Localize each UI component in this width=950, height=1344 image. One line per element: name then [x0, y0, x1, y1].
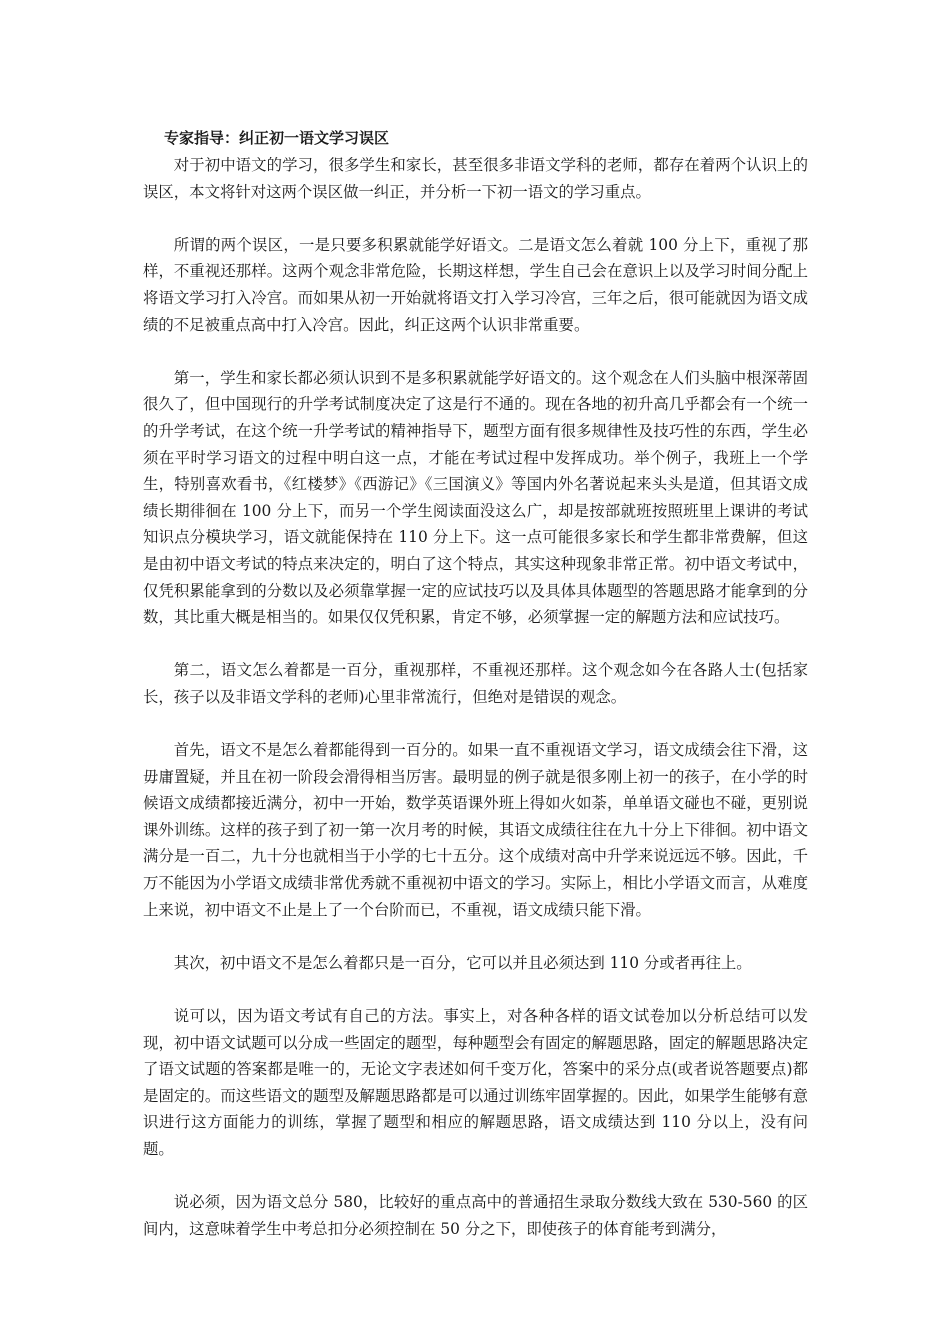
paragraph-can: 说可以，因为语文考试有自己的方法。事实上，对各种各样的语文试卷加以分析总结可以发现，初中语文试题可以分成一些固定的题型，每种题型会有固定的解题思路，固定的解题思路决定了语文试题的答案都是唯一的，无论文字表述如何千变万化，答案中的采分点(或者说答题要点)都是固定的。而这些语文的题型及解题思路都是可以通过训练牢固掌握的。因此，如果学生能够有意识进行这方面能力的训练，掌握了题型和相应的解题思路，语文成绩达到 110 分以上，没有问题。 [143, 1007, 808, 1158]
paragraph-first-misconception: 第一，学生和家长都必须认识到不是多积累就能学好语文的。这个观念在人们头脑中根深蒂固很久了，但中国现行的升学考试制度决定了这是行不通的。现在各地的初升高几乎都会有一个统一的升学考试，在这个统一升学考试的精神指导下，题型方面有很多规律性及技巧性的东西，学生必须在平时学习语文的过程中明白这一点，才能在考试过程中发挥成功。举个例子，我班上一个学生，特别喜欢看书，《红楼梦》《西游记》《三国演义》等国内外名著说起来头头是道，但其语文成绩长期徘徊在 100 分上下，而另一个学生阅读面没这么广，却是按部就班按照班里上课讲的考试知识点分模块学习，语文就能保持在 110 分上下。这一点可能很多家长和学生都非常费解，但这是由初中语文考试的特点来决定的，明白了这个特点，其实这种现象非常正常。初中语文考试中，仅凭积累能拿到的分数以及必须靠掌握一定的应试技巧以及具体具体题型的答题思路才能拿到的分数，其比重大概是相当的。如果仅仅凭积累，肯定不够，必须掌握一定的解题方法和应试技巧。 [143, 368, 808, 627]
paragraph-two-misconceptions: 所谓的两个误区，一是只要多积累就能学好语文。二是语文怎么着就 100 分上下，重视了那样，不重视还那样。这两个观念非常危险，长期这样想，学生自己会在意识上以及学习时间分配上将语文学习打入冷宫。而如果从初一开始就将语文打入学习冷宫，三年之后，很可能就因为语文成绩的不足被重点高中打入冷宫。因此，纠正这两个认识非常重要。 [143, 235, 808, 334]
paragraph-secondly: 其次，初中语文不是怎么着都只是一百分，它可以并且必须达到 110 分或者再往上。 [173, 953, 752, 972]
paragraph-second-misconception: 第二，语文怎么着都是一百分，重视那样，不重视还那样。这个观念如今在各路人士(包括家长，孩子以及非语文学科的老师)心里非常流行，但绝对是错误的观念。 [143, 661, 808, 706]
paragraph-firstly: 首先，语文不是怎么着都能得到一百分的。如果一直不重视语文学习，语文成绩会往下滑，这毋庸置疑，并且在初一阶段会滑得相当厉害。最明显的例子就是很多刚上初一的孩子，在小学的时候语文成绩都接近满分，初中一开始，数学英语课外班上得如火如荼，单单语文碰也不碰，更别说课外训练。这样的孩子到了初一第一次月考的时候，其语文成绩往往在九十分上下徘徊。初中语文满分是一百二，九十分也就相当于小学的七十五分。这个成绩对高中升学来说远远不够。因此，千万不能因为小学语文成绩非常优秀就不重视初中语文的学习。实际上，相比小学语文而言，从难度上来说，初中语文不止是上了一个台阶而已，不重视，语文成绩只能下滑。 [143, 741, 808, 919]
paragraph-intro: 对于初中语文的学习，很多学生和家长，甚至很多非语文学科的老师，都存在着两个认识上的误区，本文将针对这两个误区做一纠正，并分析一下初一语文的学习重点。 [143, 156, 808, 201]
document-title: 专家指导：纠正初一语文学习误区 [164, 129, 390, 147]
paragraph-must: 说必须，因为语文总分 580，比较好的重点高中的普通招生录取分数线大致在 530-560 的区间内，这意味着学生中考总扣分必须控制在 50 分之下，即使孩子的体育能考到满分， [143, 1193, 808, 1238]
document-body [143, 125, 808, 1269]
